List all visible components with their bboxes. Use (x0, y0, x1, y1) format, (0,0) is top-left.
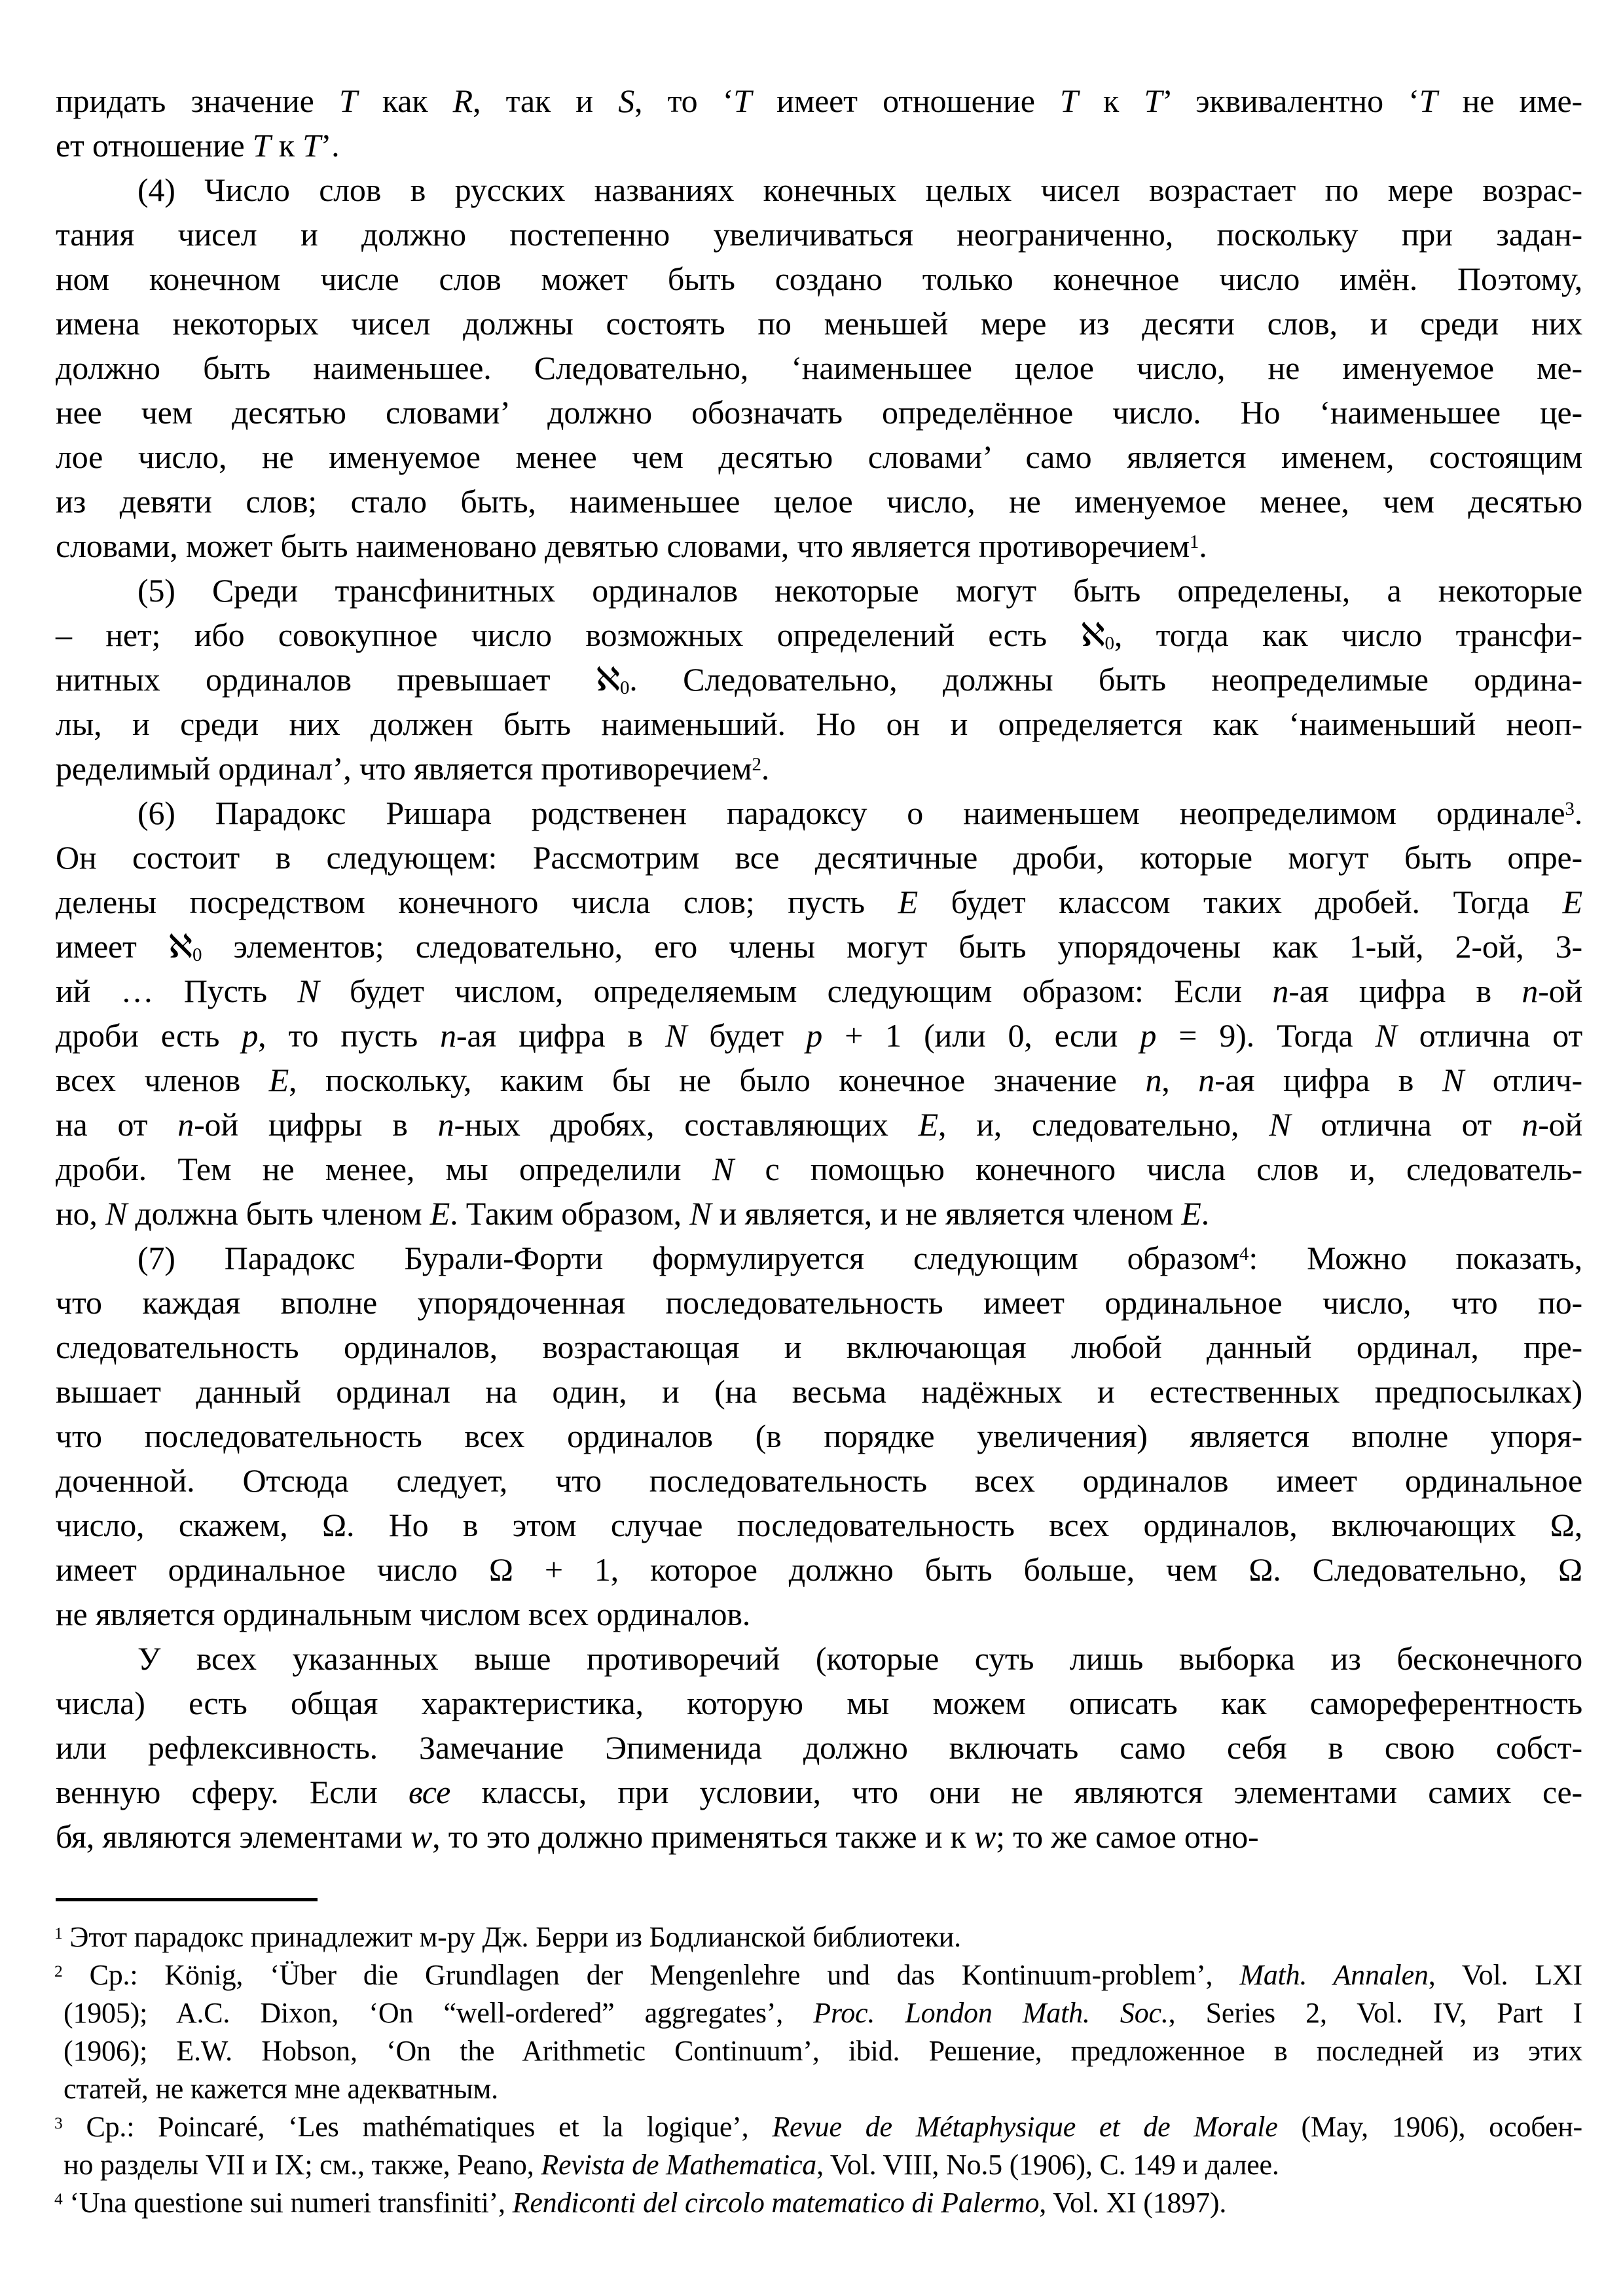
text-run: но, (56, 1195, 105, 1232)
text-run: = 9). Тогда (1156, 1017, 1376, 1054)
text-run: нее чем десятью словами’ должно обозначать определённое число. Но ‘наименьшее це- (56, 394, 1582, 431)
text-run: имеет (56, 928, 168, 965)
text-line (54, 2108, 1582, 2146)
text-line (56, 702, 1582, 746)
text-run: вышает данный ординал на один, и (на весьма надёжных и естественных предпосылках) (56, 1373, 1582, 1410)
text-line (64, 2032, 1582, 2070)
text-run: лы, и среди них должен быть наименьший. Но он и определяется как ‘наименьший неоп- (56, 706, 1582, 742)
text-run: ‘Una questione sui numeri transfiniti’, (62, 2187, 513, 2219)
text-run: или рефлексивность. Замечание Эпименида должно включать само себя в свою собст- (56, 1729, 1582, 1766)
text-run: -ой (1538, 973, 1582, 1009)
text-run: Revista de Mathematica (541, 2149, 817, 2181)
text-run: , то это должно применяться также и к (432, 1818, 974, 1855)
text-run: n (1272, 973, 1289, 1009)
text-run: ’ эквивалентно ‘ (1162, 82, 1419, 119)
text-line (56, 1681, 1582, 1725)
text-run: ’. (320, 127, 340, 164)
footnote-4 (54, 2184, 1582, 2222)
text-run: и является, и не является членом (711, 1195, 1182, 1232)
text-line (56, 390, 1582, 435)
text-line (56, 791, 1582, 835)
text-run: Revue de Métaphysique et de Morale (772, 2111, 1278, 2143)
text-run: E (898, 884, 918, 920)
text-line (56, 613, 1582, 657)
text-run: как (357, 82, 453, 119)
text-run: . (1574, 795, 1582, 831)
text-run: . Следовательно, должны быть неопределимые ордина- (629, 661, 1583, 698)
text-line (56, 1280, 1582, 1325)
text-run: + 1 (или 0, если (822, 1017, 1140, 1054)
text-line (56, 657, 1582, 702)
text-line (56, 479, 1582, 524)
footnote-marker: 3 (1565, 798, 1575, 820)
text-run: дроби есть (56, 1017, 242, 1054)
text-run: , поскольку, каким бы не было конечное значение (289, 1062, 1146, 1098)
paragraph-continuation (56, 79, 1582, 168)
text-run: всех членов (56, 1062, 269, 1098)
text-run: T (1419, 82, 1438, 119)
text-run: число, скажем, Ω. Но в этом случае последовательность всех ординалов, включающих Ω, (56, 1507, 1582, 1543)
text-line (56, 301, 1582, 346)
text-run: У всех указанных выше противоречий (которые суть лишь выборка из бесконечного (137, 1640, 1582, 1677)
text-run: N (665, 1017, 687, 1054)
paragraph-closing (56, 1636, 1582, 1859)
text-run: ℵ (595, 661, 620, 698)
text-run: ℵ (1080, 617, 1105, 653)
text-run: все (408, 1774, 451, 1810)
text-run: ий … Пусть (56, 973, 298, 1009)
text-run: T (1144, 82, 1163, 119)
text-run: n (1522, 1106, 1539, 1143)
text-run: E (268, 1062, 289, 1098)
text-run: (4) Число слов в русских названиях конечных целых чисел возрастает по мере возрас- (137, 171, 1582, 208)
text-line (56, 568, 1582, 613)
text-line (56, 435, 1582, 479)
text-line (56, 346, 1582, 390)
text-run: n (1145, 1062, 1162, 1098)
text-run: следовательность ординалов, возрастающая и включающая любой данный ординал, пре- (56, 1329, 1582, 1365)
text-run: . (761, 750, 770, 787)
text-run: нитных ординалов превышает (56, 661, 596, 698)
text-run: тания чисел и должно постепенно увеличиваться неограниченно, поскольку при задан- (56, 216, 1582, 253)
text-line (56, 1058, 1582, 1102)
text-line (56, 924, 1582, 969)
text-run: делены посредством конечного числа слов; пусть (56, 884, 898, 920)
text-run: , Vol. VIII, No.5 (1906), С. 149 и далее. (816, 2149, 1279, 2181)
text-run: R (452, 82, 473, 119)
text-line (56, 1458, 1582, 1503)
text-line (56, 880, 1582, 924)
text-line (56, 1503, 1582, 1547)
text-run: T (338, 82, 357, 119)
footnote-2 (54, 1956, 1582, 2108)
text-line (56, 1013, 1582, 1058)
text-run: T (1060, 82, 1078, 119)
text-line (64, 2070, 1582, 2108)
text-run: E (1181, 1195, 1201, 1232)
text-line (56, 1236, 1582, 1280)
text-run: n (177, 1106, 194, 1143)
text-line (64, 1994, 1582, 2032)
text-run: классы, при условии, что они не являются элементами самих се- (450, 1774, 1582, 1810)
text-run: элементов; следовательно, его члены могут быть упорядочены как 1-ый, 2-ой, 3- (202, 928, 1583, 965)
text-run: , и, следовательно, (938, 1106, 1269, 1143)
footnote-3 (54, 2108, 1582, 2184)
subscript: 0 (1104, 633, 1114, 655)
text-line (56, 746, 1582, 791)
text-run: w (974, 1818, 996, 1855)
text-run: -ая цифра в (1288, 973, 1522, 1009)
text-run: , Series 2, Vol. IV, Part I (1168, 1997, 1582, 2029)
text-line (56, 1592, 1582, 1636)
text-run: (7) Парадокс Бурали-Форти формулируется следующим образом (137, 1240, 1239, 1276)
text-line (56, 1147, 1582, 1191)
text-run: Он состоит в следующем: Рассмотрим все десятичные дроби, которые могут быть опре- (56, 839, 1582, 876)
text-run: T (302, 127, 321, 164)
text-run: будет (687, 1017, 807, 1054)
text-run: ном конечном числе слов может быть создано только конечное число имён. Поэтому, (56, 260, 1582, 297)
text-run: -ая цифра в (1214, 1062, 1442, 1098)
text-run: ; то же самое отно- (996, 1818, 1259, 1855)
text-run: -ных дробях, составляющих (454, 1106, 919, 1143)
text-run: N (1269, 1106, 1291, 1143)
text-line (56, 524, 1582, 568)
text-run: из девяти слов; стало быть, наименьшее целое число, не именуемое менее, чем десятью (56, 483, 1582, 520)
text-run: (1906); E.W. Hobson, ‘On the Arithmetic Continuum’, ibid. Решение, предложенное в последней из этих (64, 2035, 1582, 2067)
text-run: . (1201, 1195, 1209, 1232)
subscript: 0 (619, 677, 630, 699)
footnote-marker: 2 (752, 754, 761, 776)
text-line (56, 1636, 1582, 1681)
text-line (56, 1814, 1582, 1859)
text-run: E (918, 1106, 938, 1143)
text-run: должно быть наименьшее. Следовательно, ‘наименьшее целое число, не именуемое ме- (56, 350, 1582, 386)
text-run: N (297, 973, 319, 1009)
text-run: , (1161, 1062, 1199, 1098)
text-run: что последовательность всех ординалов (в порядке увеличения) является вполне упоря- (56, 1418, 1582, 1454)
text-run: имена некоторых чисел должны состоять по меньшей мере из десяти слов, и среди них (56, 305, 1582, 342)
text-line (56, 212, 1582, 257)
text-run: T (252, 127, 271, 164)
text-run: Ср.: König, ‘Über die Grundlagen der Mengenlehre und das Kontinuum-problem’, (62, 1959, 1240, 1991)
footnote-1 (54, 1918, 1582, 1956)
text-run: Math. Annalen (1239, 1959, 1429, 1991)
text-run: N (1442, 1062, 1465, 1098)
text-run: , то ‘ (634, 82, 734, 119)
text-run: на от (56, 1106, 178, 1143)
text-run: w (410, 1818, 433, 1855)
text-run: лое число, не именуемое менее чем десятью словами’ само является именем, состоящим (56, 439, 1582, 475)
text-run: – нет; ибо совокупное число возможных определений есть (56, 617, 1081, 653)
text-run: (6) Парадокс Ришара родственен парадоксу о наименьшем неопределимом ординале (137, 795, 1565, 831)
text-run: p (806, 1017, 822, 1054)
text-line (54, 2184, 1582, 2222)
subscript: 0 (192, 944, 202, 966)
text-run: к (1078, 82, 1144, 119)
text-line (54, 1918, 1582, 1956)
text-run: S (618, 82, 635, 119)
text-run: Ср.: Poincaré, ‘Les mathématiques et la logique’, (62, 2111, 773, 2143)
text-run: N (712, 1151, 734, 1187)
text-line (56, 1770, 1582, 1814)
text-run: , Vol. XI (1897). (1039, 2187, 1227, 2219)
text-line (56, 1191, 1582, 1236)
text-run: (5) Среди трансфинитных ординалов некоторые могут быть определены, а некоторые (137, 572, 1582, 609)
text-run: к (270, 127, 303, 164)
text-run: но разделы VII и IX; см., также, Peano, (64, 2149, 541, 2181)
text-run: не име- (1437, 82, 1582, 119)
text-run: E (429, 1195, 450, 1232)
text-line (56, 1325, 1582, 1369)
text-run: что каждая вполне упорядоченная последовательность имеет ординальное число, что по- (56, 1284, 1582, 1321)
text-run: отлич- (1464, 1062, 1583, 1098)
text-run: N (1375, 1017, 1397, 1054)
text-run: n (1198, 1062, 1215, 1098)
text-run: дроби. Тем не менее, мы определили (56, 1151, 712, 1187)
text-line (56, 168, 1582, 212)
text-run: числа) есть общая характеристика, которую мы можем описать как самореферентность (56, 1685, 1582, 1721)
footnote-marker: 4 (1239, 1244, 1249, 1265)
text-run: отлична от (1290, 1106, 1522, 1143)
footnote-separator (56, 1898, 318, 1901)
body-text (56, 79, 1582, 1859)
text-run: -ой (1538, 1106, 1582, 1143)
text-run: не является ординальным числом всех ординалов. (56, 1596, 751, 1632)
text-run: с помощью конечного числа слов и, следователь- (733, 1151, 1583, 1187)
footnote-marker: 1 (1189, 531, 1199, 553)
text-run: N (689, 1195, 712, 1232)
text-run: Proc. London Math. Soc. (813, 1997, 1169, 2029)
paragraph-6 (56, 791, 1582, 1236)
text-line (56, 1414, 1582, 1458)
text-run: T (733, 82, 752, 119)
text-run: . (1199, 528, 1207, 564)
text-run: словами, может быть наименовано девятью словами, что является противоречием (56, 528, 1190, 564)
text-run: , Vol. LXI (1428, 1959, 1582, 1991)
text-line (56, 79, 1582, 123)
text-line (56, 1369, 1582, 1414)
text-line (56, 1102, 1582, 1147)
text-run: будет числом, определяемым следующим образом: Если (319, 973, 1273, 1009)
text-run: ℵ (168, 928, 192, 965)
paragraph-5 (56, 568, 1582, 791)
text-run: имеет отношение (751, 82, 1061, 119)
text-run: бя, являются элементами (56, 1818, 410, 1855)
text-run: отлична от (1396, 1017, 1582, 1054)
text-run: ределимый ординал’, что является противоречием (56, 750, 752, 787)
text-run: , то пусть (258, 1017, 441, 1054)
text-run: n (1522, 973, 1539, 1009)
footnote-marker: 4 (54, 2189, 63, 2208)
text-run: n (440, 1017, 456, 1054)
text-run: (May, 1906), особен- (1277, 2111, 1582, 2143)
text-run: имеет ординальное число Ω + 1, которое должно быть больше, чем Ω. Следовательно, Ω (56, 1551, 1582, 1588)
text-line (56, 835, 1582, 880)
text-run: (1905); A.C. Dixon, ‘On “well-ordered” aggregates’, (64, 1997, 814, 2029)
paragraph-4 (56, 168, 1582, 568)
text-run: придать значение (56, 82, 339, 119)
text-run: статей, не кажется мне адекватным. (64, 2073, 498, 2105)
text-run: должна быть членом (127, 1195, 430, 1232)
footnotes (54, 1918, 1582, 2222)
paragraph-7 (56, 1236, 1582, 1636)
text-run: , тогда как число трансфи- (1114, 617, 1582, 653)
footnote-marker: 2 (54, 1961, 63, 1981)
text-run: p (1140, 1017, 1157, 1054)
text-run: доченной. Отсюда следует, что последовательность всех ординалов имеет ординальное (56, 1462, 1582, 1499)
text-run: венную сферу. Если (56, 1774, 409, 1810)
text-run: : Можно показать, (1249, 1240, 1582, 1276)
text-line (54, 1956, 1582, 1994)
text-run: p (242, 1017, 259, 1054)
text-run: будет классом таких дробей. Тогда (917, 884, 1563, 920)
text-run: , так и (472, 82, 619, 119)
text-line (56, 969, 1582, 1013)
text-run: -ой цифры в (194, 1106, 438, 1143)
text-run: n (437, 1106, 454, 1143)
text-run: Rendiconti del circolo matematico di Palermo (512, 2187, 1040, 2219)
text-run: -ая цифра в (456, 1017, 665, 1054)
text-line (56, 1725, 1582, 1770)
footnote-marker: 3 (54, 2113, 63, 2132)
text-run: . Таким образом, (450, 1195, 690, 1232)
text-run: Этот парадокс принадлежит м-ру Дж. Берри из Бодлианской библиотеки. (62, 1921, 961, 1953)
text-run: N (105, 1195, 128, 1232)
text-run: ет отношение (56, 127, 253, 164)
text-run: E (1562, 884, 1582, 920)
text-line (56, 257, 1582, 301)
text-line (56, 1547, 1582, 1592)
text-line (64, 2146, 1582, 2184)
text-line (56, 123, 1582, 168)
footnote-marker: 1 (54, 1923, 63, 1943)
